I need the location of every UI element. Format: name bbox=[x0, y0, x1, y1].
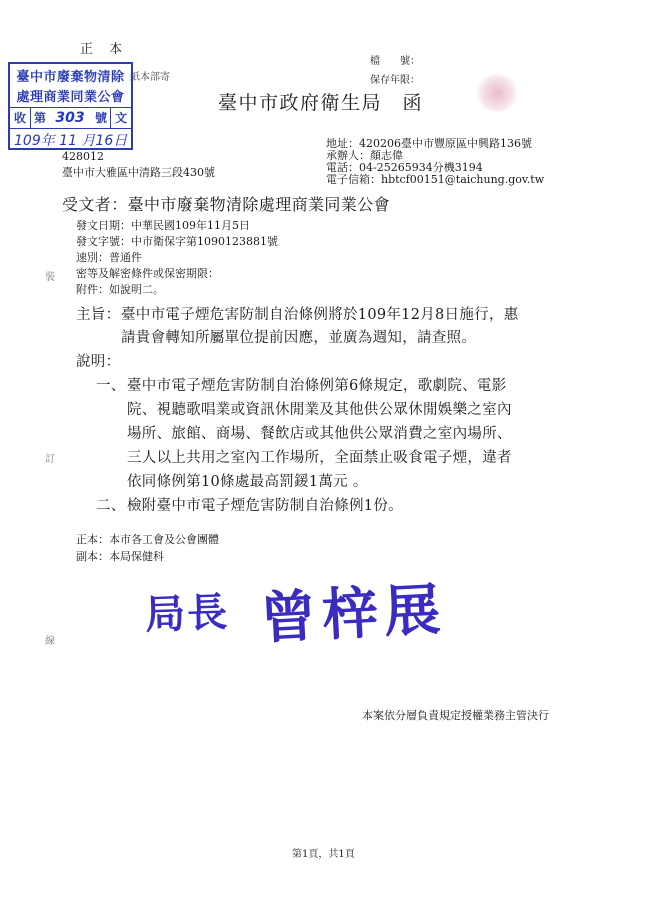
retention-period-label: 保存年限： bbox=[370, 75, 420, 86]
red-seal-mark bbox=[476, 74, 518, 112]
stamp-divider-2 bbox=[10, 128, 131, 129]
stamp-date-handwritten: 109年 11 月16日 bbox=[14, 133, 128, 149]
explanation-item1-line-3: 場所、旅館、商場、餐飲店或其他供公眾消費之室內場所、 bbox=[127, 426, 512, 442]
distribution-original: 正本：本市各工會及公會團體 bbox=[76, 533, 219, 546]
stamp-num-label: 第 bbox=[33, 111, 46, 125]
recipient-postcode: 428012 bbox=[62, 150, 104, 163]
explanation-item2-number: 二、 bbox=[96, 498, 126, 514]
explanation-item1-line-2: 院、視聽歌唱業或資訊休閒業及其他供公眾休閒娛樂之室內 bbox=[127, 402, 512, 418]
stamp-number-handwritten: 303 bbox=[55, 110, 85, 126]
subject-line-1: 臺中市電子煙危害防制自治條例將於109年12月8日施行，惠 bbox=[121, 307, 519, 323]
signature-title: 局長 bbox=[144, 589, 230, 638]
document-number: 發文字號：中市衛保字第1090123881號 bbox=[76, 235, 278, 248]
document-title: 臺中市政府衛生局 函 bbox=[218, 92, 424, 114]
explanation-item2-line: 檢附臺中市電子煙危害防制自治條例1份。 bbox=[127, 498, 403, 514]
binding-mark-zhuang: 裝 bbox=[45, 272, 55, 283]
explanation-item1-line-5: 依同條例第10條處最高罰鍰1萬元 。 bbox=[127, 474, 368, 490]
page-number: 第1頁，共1頁 bbox=[292, 849, 355, 860]
sender-address: 地址：420206臺中市豐原區中興路136號 bbox=[326, 137, 532, 150]
stamp-wen-label: 文 bbox=[114, 111, 127, 125]
attachment-note: 附件：如說明二。 bbox=[76, 283, 164, 296]
secrecy-level: 密等及解密條件或保密期限： bbox=[76, 267, 219, 280]
sender-phone: 電話：04-25265934分機3194 bbox=[326, 161, 483, 174]
explanation-item1-number: 一、 bbox=[96, 378, 126, 394]
director-signature-stamp bbox=[145, 570, 446, 650]
explanation-label: 說明： bbox=[76, 354, 121, 370]
sender-email: 電子信箱：hbtcf00151@taichung.gov.tw bbox=[326, 173, 545, 186]
original-copy-label: 正 本 bbox=[80, 42, 129, 57]
subject-label: 主旨： bbox=[76, 307, 121, 323]
stamp-recv-label: 收 bbox=[10, 108, 31, 128]
file-number-label: 檔 號： bbox=[370, 56, 420, 67]
issue-date: 發文日期：中華民國109年11月5日 bbox=[76, 219, 250, 232]
paper-mail-note: 紙本部寄 bbox=[130, 72, 170, 83]
stamp-hao-label: 號 bbox=[92, 108, 111, 128]
delegation-note: 本案依分層負責規定授權業務主管決行 bbox=[362, 709, 549, 722]
subject-line-2: 請貴會轉知所屬單位提前因應，並廣為週知，請查照。 bbox=[121, 330, 477, 346]
explanation-item1-line-4: 三人以上共用之室內工作場所，全面禁止吸食電子煙，違者 bbox=[127, 450, 512, 466]
explanation-item1-line-1: 臺中市電子煙危害防制自治條例第6條規定，歌劇院、電影 bbox=[127, 378, 507, 394]
binding-mark-ding: 訂 bbox=[45, 454, 55, 465]
distribution-copy: 副本：本局保健科 bbox=[76, 550, 164, 563]
signature-name: 曾梓展 bbox=[258, 577, 448, 652]
delivery-speed: 速別：普通件 bbox=[76, 251, 142, 264]
stamp-org-line2: 處理商業同業公會 bbox=[16, 90, 125, 105]
binding-mark-xian: 線 bbox=[45, 636, 55, 647]
recipient-address: 臺中市大雅區中清路三段430號 bbox=[62, 166, 215, 179]
recipient-name: 受文者：臺中市廢棄物清除處理商業同業公會 bbox=[62, 195, 391, 214]
receipt-stamp bbox=[8, 62, 133, 150]
sender-handler: 承辦人：顏志偉 bbox=[326, 149, 403, 162]
stamp-org-line1: 臺中市廢棄物清除 bbox=[16, 70, 125, 85]
